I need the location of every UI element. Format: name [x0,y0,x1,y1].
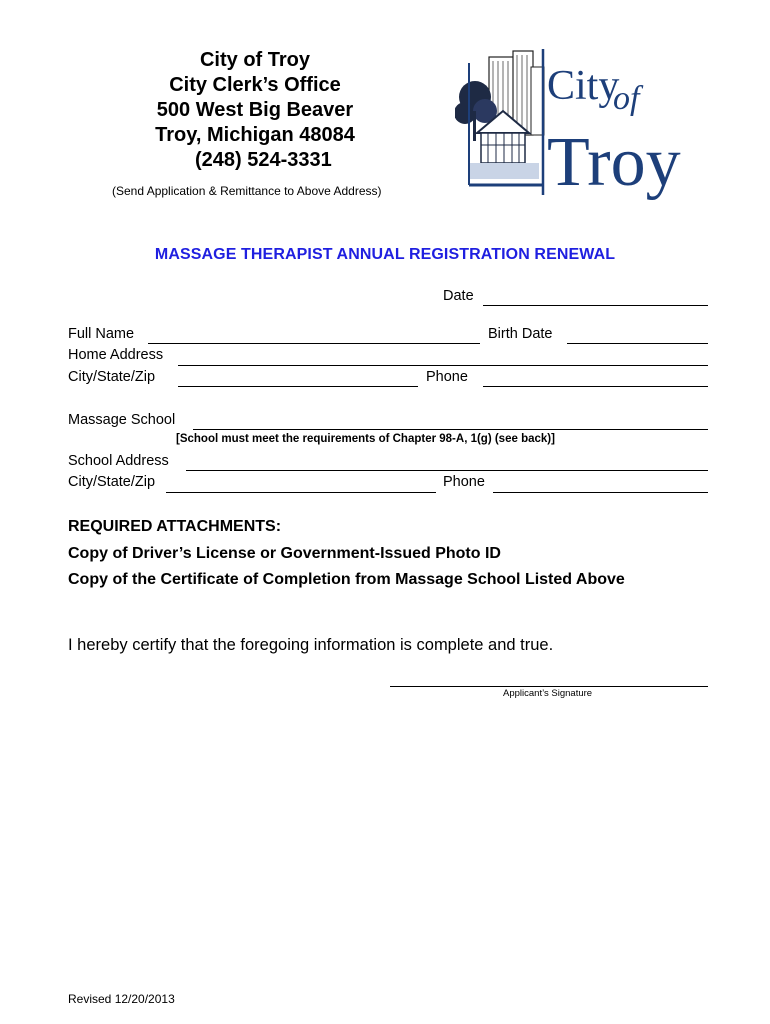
attachment-item-photo-id: Copy of Driver’s License or Government-Issued Photo ID [68,545,501,562]
date-field[interactable] [483,305,708,306]
logo-graphic [455,45,700,220]
send-note: (Send Application & Remittance to Above Address) [112,184,382,198]
signature-field[interactable] [390,686,708,687]
massage-school-label: Massage School [68,412,176,428]
city-state-zip-field[interactable] [178,386,418,387]
home-address-field[interactable] [178,365,708,366]
logo-of-text: of [613,80,640,117]
full-name-field[interactable] [148,343,480,344]
phone-field[interactable] [483,386,708,387]
header-line-street: 500 West Big Beaver [156,99,354,121]
revised-date: Revised 12/20/2013 [68,992,175,1006]
header-line-citystate: Troy, Michigan 48084 [155,124,355,146]
school-phone-label: Phone [443,474,485,490]
school-address-field[interactable] [186,470,708,471]
date-label: Date [443,288,474,304]
school-city-state-zip-field[interactable] [166,492,436,493]
header-line-office: City Clerk’s Office [169,74,341,96]
city-of-troy-logo [455,45,700,220]
phone-label: Phone [426,369,468,385]
full-name-label: Full Name [68,326,135,342]
home-address-label: Home Address [68,347,164,363]
school-requirement-note: [School must meet the requirements of Chapter 98-A, 1(g) (see back)] [176,433,555,445]
logo-troy-text: Troy [547,124,681,201]
logo-city-text: City [547,63,620,109]
attachment-item-certificate: Copy of the Certificate of Completion from Massage School Listed Above [68,571,625,588]
attachments-heading: REQUIRED ATTACHMENTS: [68,518,282,535]
birth-date-field[interactable] [567,343,708,344]
birth-date-label: Birth Date [488,326,553,342]
school-city-state-zip-label: City/State/Zip [68,474,156,490]
school-address-label: School Address [68,453,169,469]
certification-statement: I hereby certify that the foregoing information is complete and true. [68,636,554,654]
header-line-city: City of Troy [199,49,310,71]
city-state-zip-label: City/State/Zip [68,369,156,385]
header-phone: (248) 524-3331 [195,149,332,171]
form-title: MASSAGE THERAPIST ANNUAL REGISTRATION RENEWAL [154,246,616,263]
school-phone-field[interactable] [493,492,708,493]
massage-school-field[interactable] [193,429,708,430]
signature-caption: Applicant’s Signature [503,688,593,699]
